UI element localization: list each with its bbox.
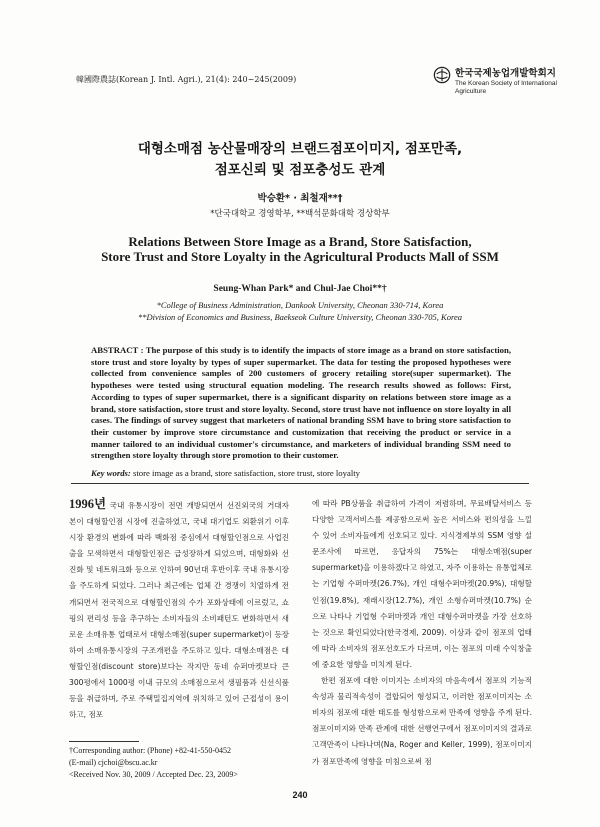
keywords-list: store image as a brand, store satisfaction, store trust, store loyalty — [133, 468, 361, 478]
english-title-line-1: Relations Between Store Image as a Brand, Store Satisfaction, — [128, 234, 472, 249]
footnotes — [69, 745, 238, 781]
society-logo-icon — [433, 66, 451, 84]
korean-affiliations: *단국대학교 경영학부, **백석문화대학 경상학부 — [210, 209, 390, 219]
keywords — [91, 468, 360, 478]
korean-title-line-2: 점포신뢰 및 점포충성도 관계 — [214, 162, 386, 178]
english-affiliation-1: *College of Business Administration, Dankook University, Cheonan 330-714, Korea — [156, 300, 444, 310]
author-email: (E-mail) cjchoi@bscu.ac.kr — [69, 758, 158, 767]
society-name-ko: 한국국제농업개발학회지 — [455, 68, 556, 79]
body-column-right — [312, 496, 532, 770]
korean-title — [60, 139, 540, 181]
body-paragraph: 에 따라 PB상품을 취급하여 가격이 저렴하며, 무료배달서비스 등 다양한 고객서비스를 제공함으로써 높은 서비스와 편의성을 느낄 수 있어 소비자들에게 선호되고 있다. 지식경제부의 SSM 영향 설문조사에 따르면, 응답자의 75%는 대형소매점(super supermarket)을 이용하겠다고 하였고, 자주 이용하는 유통업체로는 기업형 수퍼마켓(26.7%), 개인 대형수퍼마켓(20.9%), 대형할인점(19.8%), 재래시장(12.7%), 개인 소형슈퍼마켓(10.7%) 순으로 나타나 기업형 수퍼마켓과 개인 대형수퍼마켓을 가장 선호하는 것으로 확인되었다(한국경제, 2009). 이상과 같이 점포의 업태에 따라 소비자의 점포선호도가 다르며, 이는 점포의 미래 수익창출에 중요한 영향을 미치게 된다. — [312, 499, 532, 669]
society-header — [433, 62, 563, 102]
body-column-left — [69, 496, 289, 723]
page-number: 240 — [292, 790, 308, 800]
abstract: ABSTRACT : The purpose of this study is to identify the impacts of store image as a brand on store satisfaction, store trust and store loyalty by types of super supermarket. The data for testing the proposed hypotheses were collected from convenience samples of 200 customers of grocery retailing store(super supermarket). The hypotheses were tested using structural equation modeling. The research results showed as follows: First, According to types of super supermarket, there is a significant disparity on relations between store image as a brand, store satisfaction, store trust and store loyalty. Second, store trust have not influence on store loyalty in all cases. The findings of survey suggest that marketers of national branding SSM have to bring store satisfaction to their customer by improve store circumstance and customization that receiving the product or service in a manner tailored to an individual customer's circumstance, and marketers of individual branding SSM need to strengthen store loyalty through store promotion to their customer. — [91, 345, 511, 461]
english-affiliation-2: **Division of Economics and Business, Baekseok Culture University, Cheonan 330-705, Korea — [138, 311, 462, 322]
society-name-en: The Korean Society of International Agriculture — [455, 80, 557, 95]
lead-year: 1996년 — [69, 497, 107, 511]
section-divider — [71, 483, 529, 484]
english-title-line-2: Store Trust and Store Loyalty in the Agricultural Products Mall of SSM — [101, 249, 499, 264]
english-authors: Seung-Whan Park* and Chul-Jae Choi**† — [213, 284, 387, 294]
korean-title-line-1: 대형소매점 농산물매장의 브랜드점포이미지, 점포만족, — [137, 141, 463, 157]
received-accepted-dates: <Received Nov. 30, 2009 / Accepted Dec. 23, 2009> — [69, 770, 238, 779]
journal-reference: 韓國際農誌(Korean J. Intl. Agri.), 21(4): 240~245(2009) — [76, 75, 297, 84]
korean-authors: 박승환* · 최철재**† — [257, 193, 343, 204]
keywords-label: Key words: — [91, 468, 131, 478]
footnote-divider — [69, 741, 139, 742]
corresponding-author: †Corresponding author: (Phone) +82-41-550-0452 — [69, 746, 232, 755]
body-text: 국내 유통시장이 전면 개방되면서 선진외국의 거대자본이 대형할인점 시장에 진출하였고, 국내 대기업도 외환위기 이후 시장 환경의 변화에 따라 백화점 중심에서 대형할인점으로 사업진출을 모색하면서 대형할인점은 급성장하게 되었으며, 대형화와 선진화 및 네트워크화 등으로 인하여 90년대 후반이후 국내 유통시장을 주도하게 되었다. 그러나 최근에는 업체 간 경쟁이 치열하게 전개되면서 전국적으로 대형할인점의 수가 포화상태에 이르렀고, 쇼핑의 편리성 등을 추구하는 소비자들의 소비패턴도 변화하면서 새로운 소매유통 업태로서 대형소매점(super supermarket)이 등장하여 소매유통시장의 구조개편을 주도하고 있다. 대형소매점은 대형할인점(discount store)보다는 작지만 동네 슈퍼마켓보다 큰 300평에서 1000평 이내 규모의 소매점으로서 생필품과 신선식품 등을 취급하며, 주로 주택밀집지역에 위치하고 있어 근접성이 용이하고, 점포 — [69, 501, 289, 720]
body-paragraph: 한편 점포에 대한 이미지는 소비자의 마음속에서 점포의 기능적속성과 물리적속성이 결합되어 형성되고, 이러한 점포이미지는 소비자의 점포에 대한 태도를 형성함으로써 만족에 영향을 주게 된다. 점포이미지와 만족 관계에 대한 선행연구에서 점포이미지의 결과로 고객만족이 나타나며(Na, Roger and Keller, 1999), 점포이미지가 점포만족에 영향을 미침으로써 점 — [312, 676, 532, 766]
body-paragraph — [69, 496, 289, 723]
english-title — [70, 234, 530, 264]
english-affiliations — [0, 300, 600, 323]
